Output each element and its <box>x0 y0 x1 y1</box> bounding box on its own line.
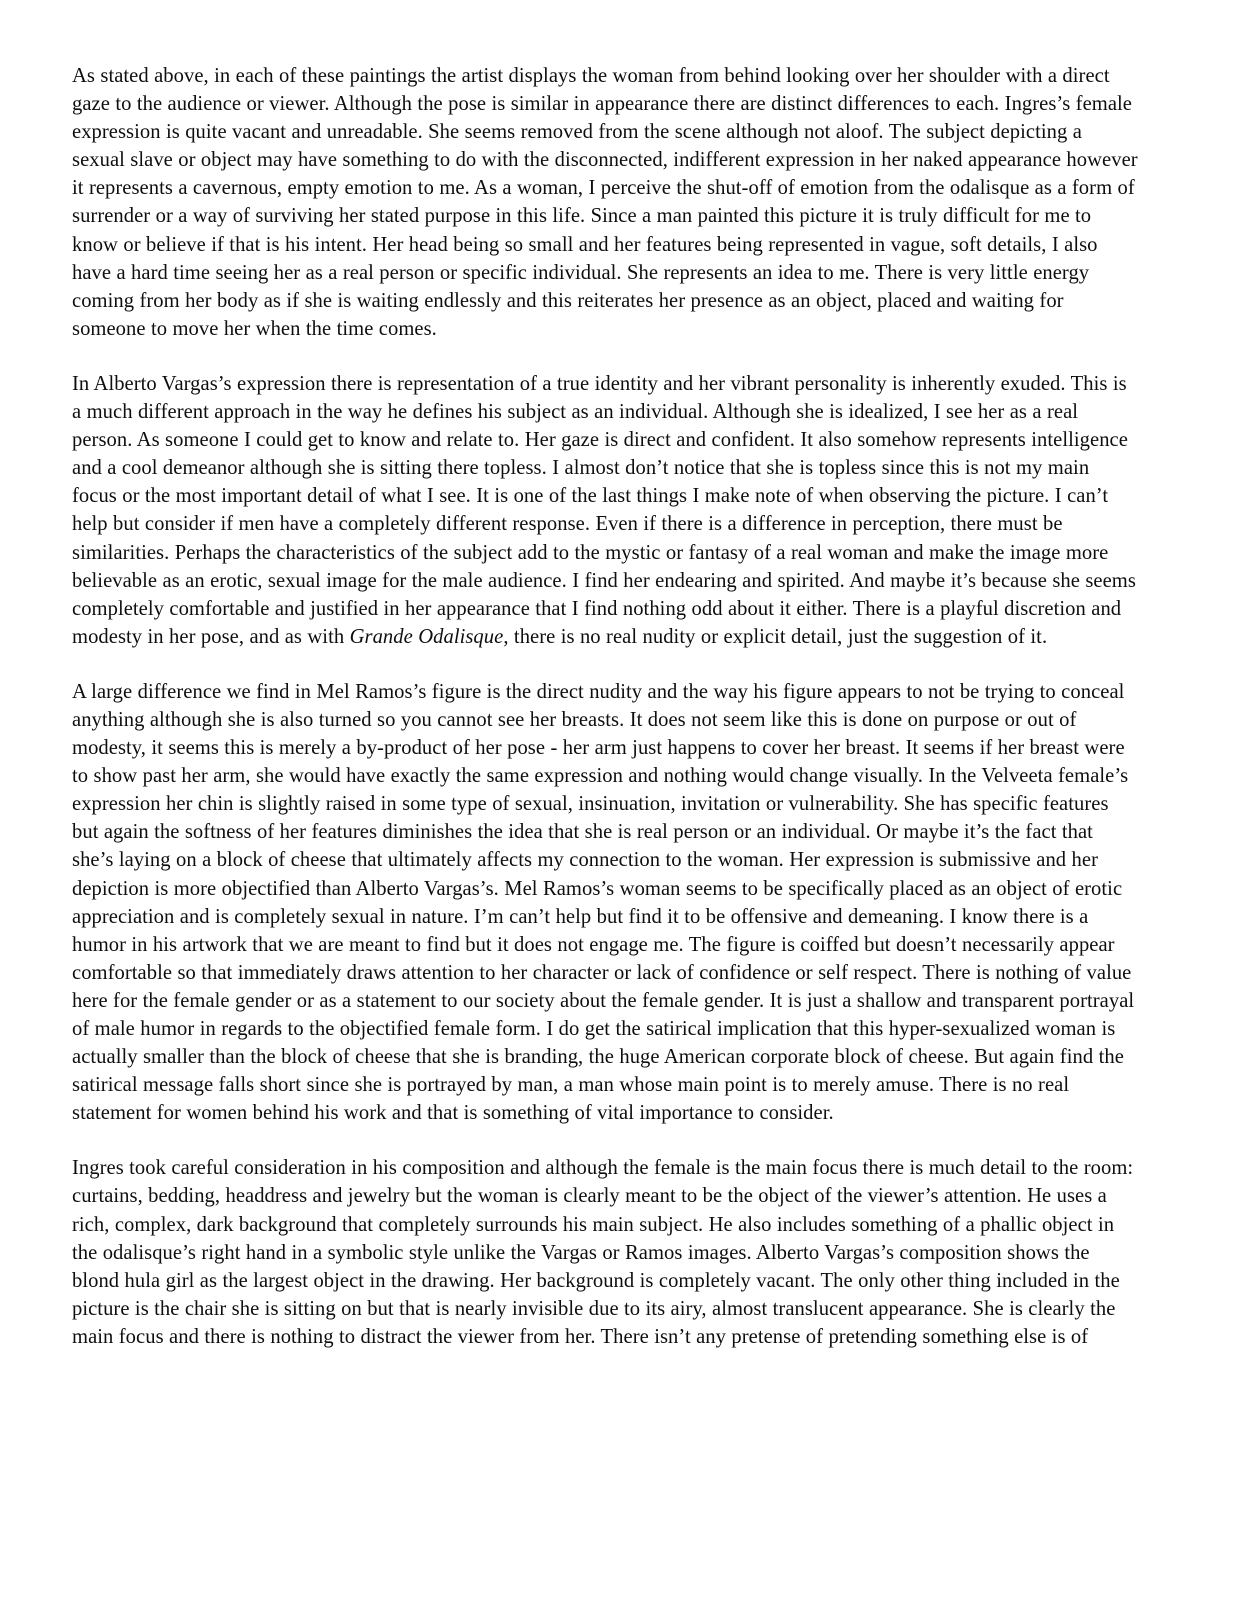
paragraph-2-part-1: In Alberto Vargas’s expression there is representation of a true identity and her vibrant personality is inherently exuded. This is a much different approach in the way he defines his subject as an individual. Although she is idealized, I see her as a real person. As someone I could get to know and relate to. Her gaze is direct and confident. It also somehow represents intelligence and a cool demeanor although she is sitting there topless. I almost don’t notice that she is topless since this is not my main focus or the most important detail of what I see. It is one of the last things I make note of when observing the picture. I can’t help but consider if men have a completely different response. Even if there is a difference in perception, there must be similarities. Perhaps the characteristics of the subject add to the mystic or fantasy of a real woman and make the image more believable as an erotic, sexual image for the male audience. I find her endearing and spirited. And maybe it’s because she seems completely comfortable and justified in her appearance that I find nothing odd about it either. There is a playful discretion and modesty in her pose, and as with <box>72 372 1136 648</box>
artwork-title-grande-odalisque: Grande Odalisque <box>349 625 504 648</box>
paragraph-4: Ingres took careful consideration in his composition and although the female is the main focus there is much detail to the room: curtains, bedding, headdress and jewelry but the woman is clearly meant to be the object of the viewer’s attention. He uses a rich, complex, dark background that completely surrounds his main subject. He also includes something of a phallic object in the odalisque’s right hand in a symbolic style unlike the Vargas or Ramos images. Alberto Vargas’s composition shows the blond hula girl as the largest object in the drawing. Her background is completely vacant. The only other thing included in the picture is the chair she is sitting on but that is nearly invisible due to its airy, almost translucent appearance. She is clearly the main focus and there is nothing to distract the viewer from her. There isn’t any pretense of pretending something else is of <box>72 1157 1134 1348</box>
paragraph-3: A large difference we find in Mel Ramos’s figure is the direct nudity and the way his figure appears to not be trying to conceal anything although she is also turned so you cannot see her breasts. It does not seem like this is done on purpose or out of modesty, it seems this is merely a by-product of her pose - her arm just happens to cover her breast. It seems if her breast were to show past her arm, she would have exactly the same expression and nothing would change visually. In the Velveeta female’s expression her chin is slightly raised in some type of sexual, insinuation, invitation or vulnerability. She has specific features but again the softness of her features diminishes the idea that she is real person or an individual. Or maybe it’s the fact that she’s laying on a block of cheese that ultimately affects my connection to the woman. Her expression is submissive and her depiction is more objectified than Alberto Vargas’s. Mel Ramos’s woman seems to be specifically placed as an object of erotic appreciation and is completely sexual in nature. I’m can’t help but find it to be offensive and demeaning. I know there is a humor in his artwork that we are meant to find but it does not engage me. The figure is coiffed but doesn’t necessarily appear comfortable so that immediately draws attention to her character or lack of confidence or self respect. There is nothing of value here for the female gender or as a statement to our society about the female gender. It is just a shallow and transparent portrayal of male humor in regards to the objectified female form. I do get the satirical implication that this hyper-sexualized woman is actually smaller than the block of cheese that she is branding, the huge American corporate block of cheese. But again find the satirical message falls short since she is portrayed by man, a man whose main point is to merely amuse. There is no real statement for women behind his work and that is something of vital importance to consider. <box>72 680 1135 1125</box>
paragraph-1: As stated above, in each of these paintings the artist displays the woman from behind looking over her shoulder with a direct gaze to the audience or viewer. Although the pose is similar in appearance there are distinct differences to each. Ingres’s female expression is quite vacant and unreadable. She seems removed from the scene although not aloof. The subject depicting a sexual slave or object may have something to do with the disconnected, indifferent expression in her naked appearance however it represents a cavernous, empty emotion to me. As a woman, I perceive the shut-off of emotion from the odalisque as a form of surrender or a way of surviving her stated purpose in this life. Since a man painted this picture it is truly difficult for me to know or believe if that is his intent. Her head being so small and her features being represented in vague, soft details, I also have a hard time seeing her as a real person or specific individual. She represents an idea to me. There is very little energy coming from her body as if she is waiting endlessly and this reiterates her presence as an object, placed and waiting for someone to move her when the time comes. <box>72 65 1138 340</box>
paragraph-2-part-2: , there is no real nudity or explicit detail, just the suggestion of it. <box>503 625 1048 648</box>
document-text-body <box>72 62 1138 1351</box>
paragraph-2 <box>72 370 1138 651</box>
